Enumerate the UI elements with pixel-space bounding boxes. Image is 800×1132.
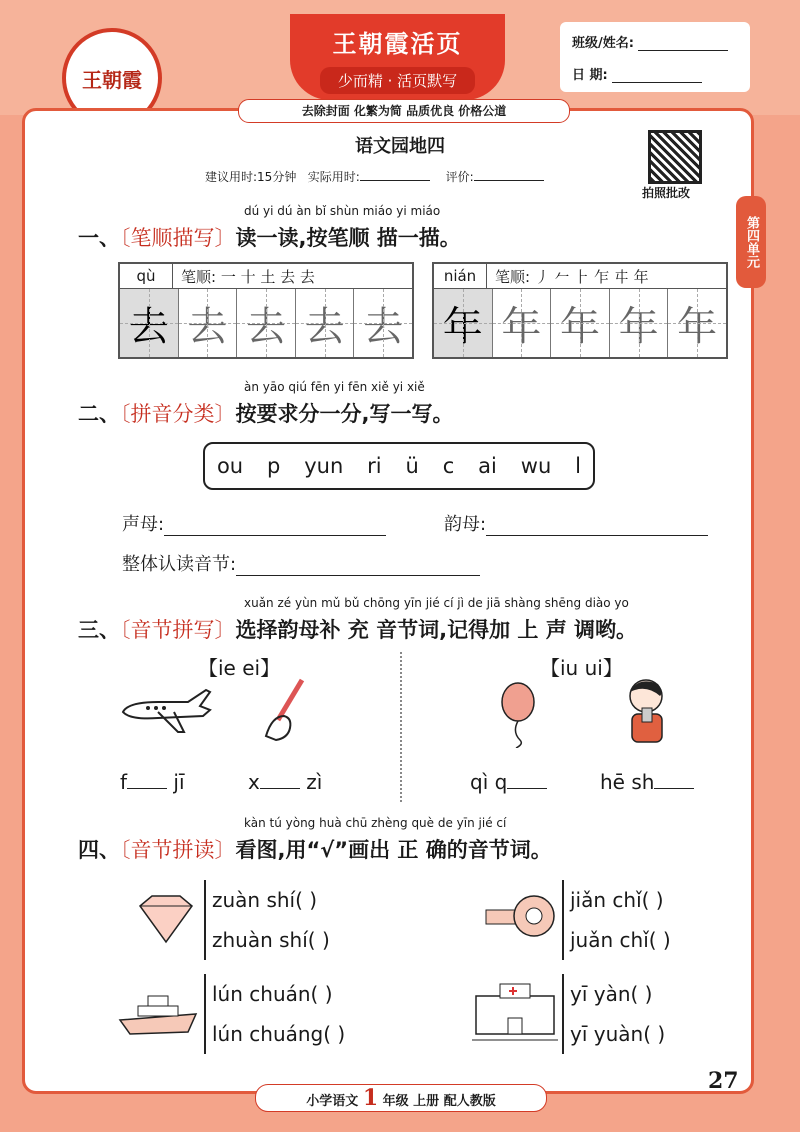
sec1-instruction: 读一读,按笔顺 描一描。 — [235, 226, 461, 250]
letter-item: l — [575, 454, 581, 478]
letters-box — [203, 442, 595, 490]
shengmu-row — [122, 510, 386, 536]
date-row[interactable] — [572, 64, 702, 83]
trace-cell[interactable]: 去 — [354, 289, 412, 357]
shengmu-label: 声母: — [122, 514, 165, 535]
drinking-boy-icon — [620, 674, 676, 748]
footer-band — [255, 1084, 547, 1112]
choice-option[interactable]: jiǎn chǐ( ) — [570, 888, 664, 912]
stroke-grid-nian — [432, 262, 728, 359]
section-divider — [400, 652, 402, 802]
left-options: 【ie ei】 — [198, 656, 281, 680]
footer-edition: 年级 上册 配人教版 — [382, 1094, 496, 1109]
answer-qi-qiu: qì q — [470, 770, 547, 794]
unit-tab: 第四单元 — [736, 196, 766, 288]
letter-item: yun — [304, 454, 344, 478]
brand-subtitle: 少而精 · 活页默写 — [320, 67, 475, 94]
tape-measure-icon — [484, 892, 558, 942]
qr-label: 拍照批改 — [642, 186, 691, 200]
sec4-title — [78, 834, 552, 864]
shengmu-field[interactable] — [164, 517, 386, 536]
answer-blank[interactable] — [654, 770, 694, 789]
answer-he-shui: hē sh — [600, 770, 694, 794]
evaluation-field[interactable] — [474, 168, 544, 181]
balloon-icon — [498, 682, 538, 748]
choice-option[interactable]: lún chuán( ) — [212, 982, 333, 1006]
class-name-label: 班级/姓名: — [572, 36, 634, 51]
time-meta — [205, 168, 556, 185]
stroke-order-label: 笔顺: 丿 𠂉 ⺊ 乍 㐄 年 — [495, 267, 649, 286]
page-title: 语文园地四 — [355, 136, 445, 157]
yunmu-label: 韵母: — [444, 514, 487, 535]
ship-icon — [118, 986, 198, 1040]
choice-option[interactable]: yī yàn( ) — [570, 982, 653, 1006]
choice-group-ship — [204, 974, 345, 1054]
grid-pinyin: nián — [434, 264, 487, 288]
answer-fei-ji: f jī — [120, 770, 185, 794]
choice-option[interactable]: yī yuàn( ) — [570, 1022, 666, 1046]
logo-text: 王朝霞 — [82, 67, 142, 92]
sec1-title — [78, 222, 461, 252]
sec4-number: 四、 — [78, 838, 120, 862]
zhengti-row — [122, 550, 480, 576]
brand-box — [290, 14, 505, 100]
page-number: 27 — [708, 1068, 739, 1094]
choice-option[interactable]: zhuàn shí( ) — [212, 928, 330, 952]
trace-cell[interactable]: 年 — [610, 289, 669, 357]
suggest-time: 建议用时:15分钟 — [205, 170, 297, 184]
trace-cell[interactable]: 去 — [120, 289, 179, 357]
trace-cell[interactable]: 去 — [237, 289, 296, 357]
answer-blank[interactable] — [127, 770, 167, 789]
class-name-field[interactable] — [638, 36, 728, 51]
trace-cell[interactable]: 年 — [493, 289, 552, 357]
sec1-pinyin: dú yi dú àn bǐ shùn miáo yi miáo — [244, 204, 441, 218]
stroke-order: 丿 𠂉 ⺊ 乍 㐄 年 — [534, 267, 649, 286]
zhengti-field[interactable] — [236, 557, 480, 576]
sec2-title — [78, 398, 453, 428]
choice-option[interactable]: juǎn chǐ( ) — [570, 928, 671, 952]
footer-grade: 1 — [362, 1085, 379, 1111]
actual-time-label: 实际用时: — [307, 170, 360, 184]
answer-blank[interactable] — [507, 770, 547, 789]
actual-time-field[interactable] — [360, 168, 430, 181]
yunmu-field[interactable] — [486, 517, 708, 536]
trace-cell[interactable]: 年 — [668, 289, 726, 357]
name-box — [560, 22, 750, 92]
answer-xie-zi: x zì — [248, 770, 323, 794]
airplane-icon — [118, 682, 218, 738]
sec4-instruction: 看图,用“√”画出 正 确的音节词。 — [235, 838, 552, 862]
brand-title: 王朝霞活页 — [332, 30, 463, 58]
trace-cell[interactable]: 去 — [296, 289, 355, 357]
sec4-tag: 〔音节拼读〕 — [120, 838, 236, 862]
sec2-tag: 〔拼音分类〕 — [120, 402, 236, 426]
choice-group-hospital — [562, 974, 665, 1054]
zhengti-label: 整体认读音节: — [122, 554, 237, 575]
choice-group-diamond — [204, 880, 330, 960]
letter-item: wu — [520, 454, 552, 478]
letter-item: ou — [216, 454, 244, 478]
choice-option[interactable]: zuàn shí( ) — [212, 888, 318, 912]
grid-pinyin: qù — [120, 264, 173, 288]
choice-option[interactable]: lún chuáng( ) — [212, 1022, 346, 1046]
writing-hand-icon — [258, 676, 314, 744]
sec3-pinyin: xuǎn zé yùn mǔ bǔ chōng yīn jié cí jì de jiā shàng shēng diào yo — [244, 596, 629, 610]
class-name-row[interactable] — [572, 32, 728, 51]
qr-code-icon[interactable] — [648, 130, 702, 184]
sec4-pinyin: kàn tú yòng huà chū zhèng què de yīn jié cí — [244, 816, 507, 830]
sec3-instruction: 选择韵母补 充 音节词,记得加 上 声 调哟。 — [235, 618, 638, 642]
letter-item: ai — [478, 454, 497, 478]
hospital-icon — [472, 978, 558, 1044]
diamond-icon — [134, 892, 198, 946]
sec1-tag: 〔笔顺描写〕 — [120, 226, 236, 250]
trace-cell[interactable]: 去 — [179, 289, 238, 357]
slogan: 去除封面 化繁为简 品质优良 价格公道 — [238, 99, 570, 123]
sec2-pinyin: àn yāo qiú fēn yi fēn xiě yi xiě — [244, 380, 425, 394]
date-label: 日 期: — [572, 68, 608, 83]
date-field[interactable] — [612, 68, 702, 83]
letter-item: c — [442, 454, 455, 478]
answer-blank[interactable] — [260, 770, 300, 789]
sec3-number: 三、 — [78, 618, 120, 642]
choice-group-tape — [562, 880, 671, 960]
sec1-number: 一、 — [78, 226, 120, 250]
trace-cell[interactable]: 年 — [551, 289, 610, 357]
right-options: 【iu ui】 — [540, 656, 623, 680]
sec2-instruction: 按要求分一分,写一写。 — [235, 402, 454, 426]
stroke-order-label: 笔顺: 一 十 土 去 去 — [181, 267, 315, 286]
sec3-tag: 〔音节拼写〕 — [120, 618, 236, 642]
trace-cell[interactable]: 年 — [434, 289, 493, 357]
sec2-number: 二、 — [78, 402, 120, 426]
sec3-title — [78, 614, 637, 644]
evaluation-label: 评价: — [445, 170, 474, 184]
stroke-order: 一 十 土 去 去 — [220, 267, 315, 286]
letter-item: ri — [367, 454, 382, 478]
yunmu-row — [444, 510, 708, 536]
letter-item: ü — [405, 454, 419, 478]
letter-item: p — [267, 454, 281, 478]
stroke-grid-qu — [118, 262, 414, 359]
footer-subject: 小学语文 — [306, 1094, 359, 1109]
